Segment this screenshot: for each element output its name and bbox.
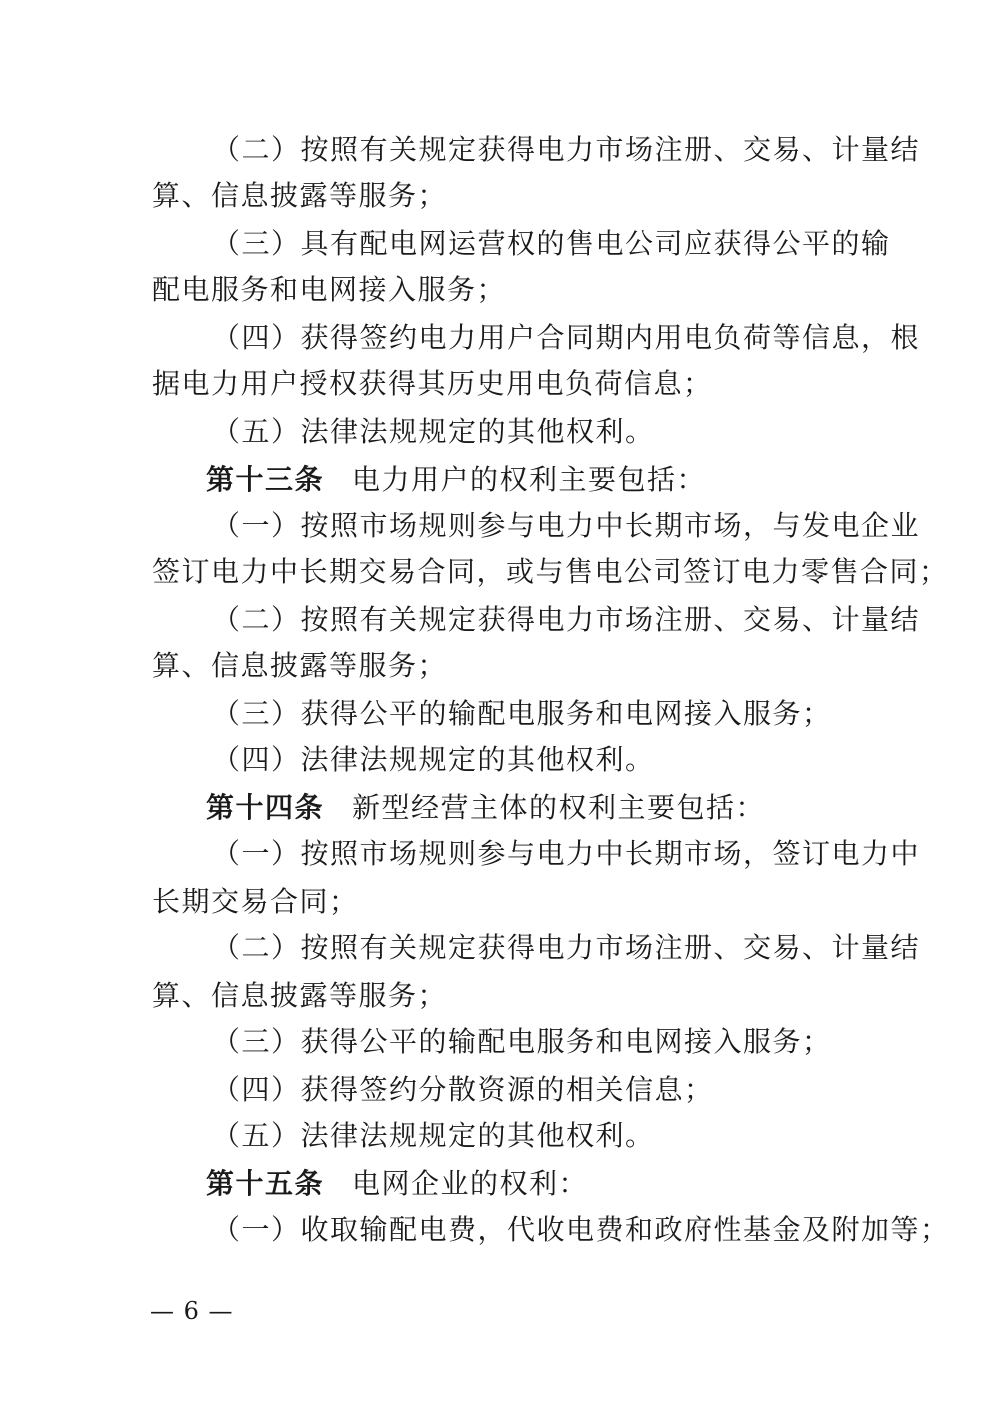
paragraph-line: （四）法律法规规定的其他权利。 bbox=[212, 743, 655, 776]
paragraph-line: （四）获得签约电力用户合同期内用电负荷等信息，根 bbox=[212, 321, 921, 354]
paragraph-line: 长期交易合同； bbox=[152, 885, 359, 918]
paragraph-line: （二）按照有关规定获得电力市场注册、交易、计量结 bbox=[212, 603, 921, 636]
paragraph-line: 算、信息披露等服务； bbox=[152, 179, 448, 212]
paragraph-line: 配电服务和电网接入服务； bbox=[152, 273, 507, 306]
paragraph-line: （一）按照市场规则参与电力中长期市场，签订电力中 bbox=[212, 837, 921, 870]
paragraph-line: 算、信息披露等服务； bbox=[152, 979, 448, 1012]
paragraph-line: 据电力用户授权获得其历史用电负荷信息； bbox=[152, 367, 713, 400]
paragraph-line: 签订电力中长期交易合同，或与售电公司签订电力零售合同； bbox=[152, 555, 949, 588]
article-number: 第十五条 bbox=[206, 1167, 325, 1200]
paragraph-line: （一）按照市场规则参与电力中长期市场，与发电企业 bbox=[212, 509, 921, 542]
paragraph-line: （五）法律法规规定的其他权利。 bbox=[212, 1119, 655, 1152]
article-13-heading bbox=[206, 462, 706, 498]
article-15-heading bbox=[206, 1166, 588, 1202]
paragraph-line: （二）按照有关规定获得电力市场注册、交易、计量结 bbox=[212, 133, 921, 166]
article-title: 新型经营主体的权利主要包括： bbox=[352, 791, 766, 824]
article-14-heading bbox=[206, 790, 765, 826]
article-number: 第十三条 bbox=[206, 463, 325, 496]
article-title: 电网企业的权利： bbox=[352, 1167, 589, 1200]
page-number: — 6 — bbox=[150, 1297, 234, 1325]
paragraph-line: （一）收取输配电费，代收电费和政府性基金及附加等； bbox=[212, 1213, 950, 1246]
paragraph-line: 算、信息披露等服务； bbox=[152, 649, 448, 682]
paragraph-line: （三）获得公平的输配电服务和电网接入服务； bbox=[212, 1025, 832, 1058]
paragraph-line: （三）具有配电网运营权的售电公司应获得公平的输 bbox=[212, 227, 891, 260]
paragraph-line: （二）按照有关规定获得电力市场注册、交易、计量结 bbox=[212, 931, 921, 964]
article-number: 第十四条 bbox=[206, 791, 325, 824]
article-title: 电力用户的权利主要包括： bbox=[352, 463, 707, 496]
paragraph-line: （四）获得签约分散资源的相关信息； bbox=[212, 1073, 714, 1106]
paragraph-line: （五）法律法规规定的其他权利。 bbox=[212, 415, 655, 448]
paragraph-line: （三）获得公平的输配电服务和电网接入服务； bbox=[212, 697, 832, 730]
